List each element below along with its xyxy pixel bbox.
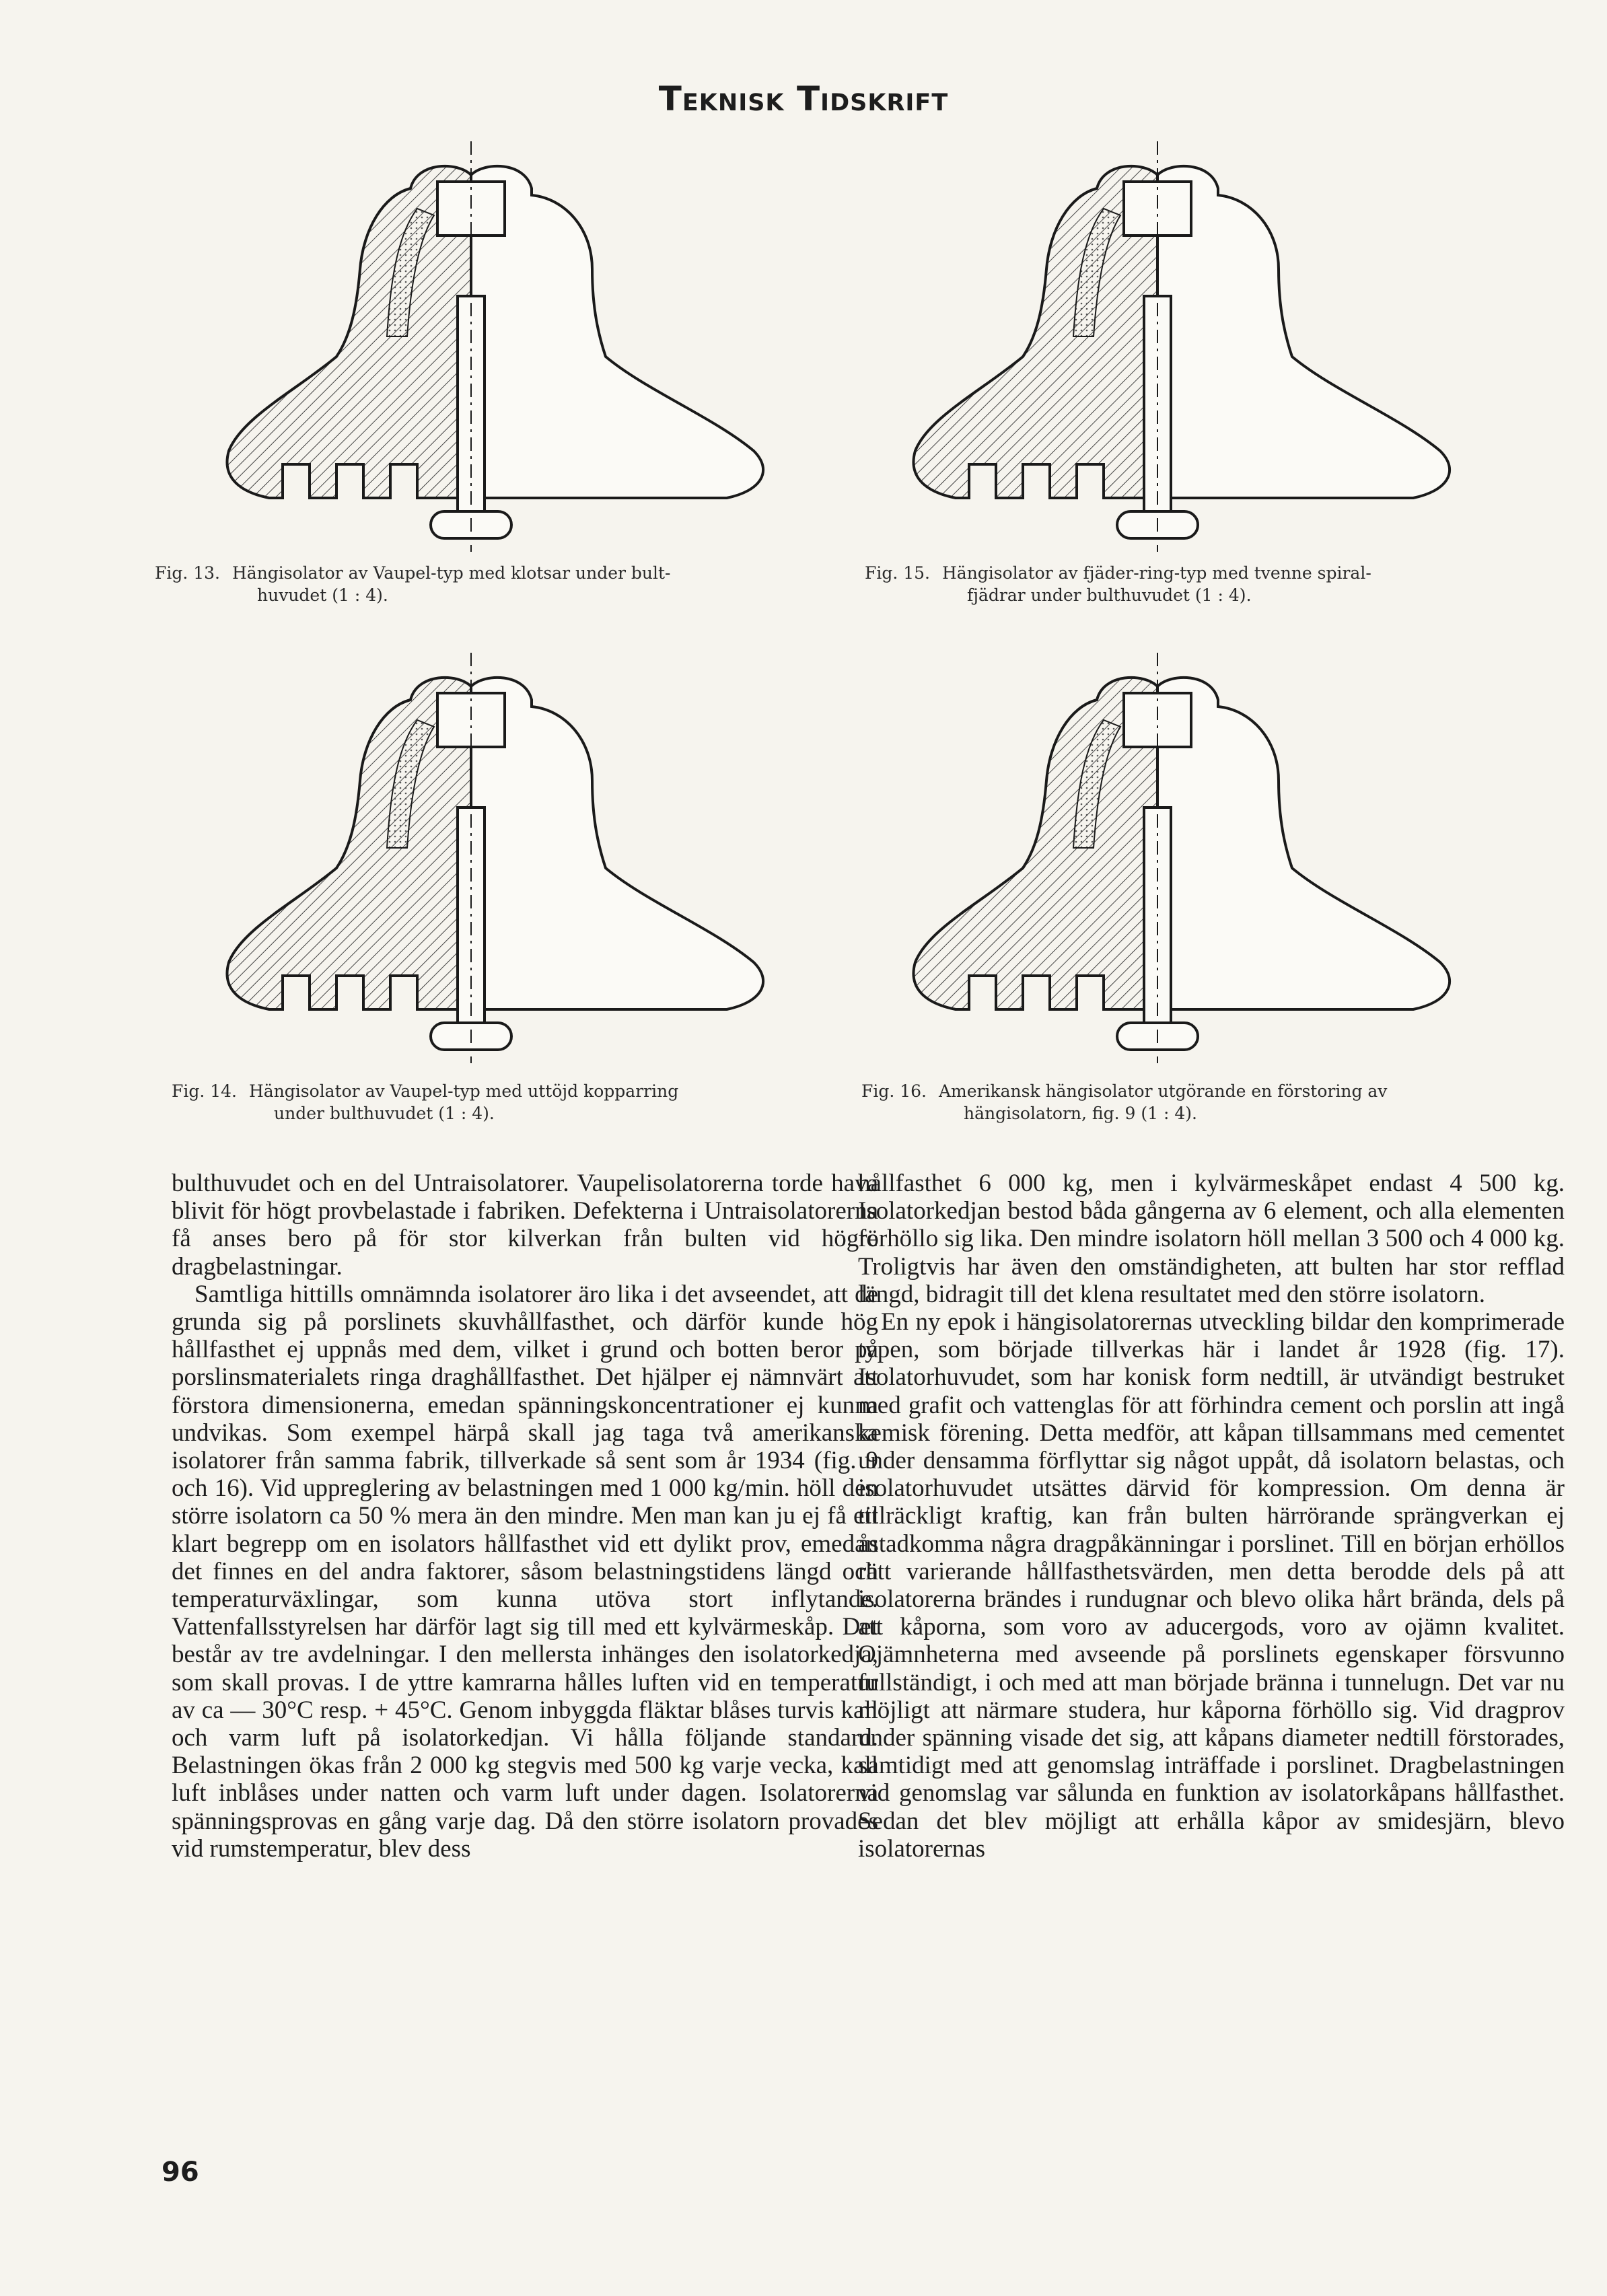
suspension-insulator-icon bbox=[888, 646, 1467, 1077]
left-column bbox=[172, 1170, 878, 1863]
paragraph: hållfasthet 6 000 kg, men i kylvärmeskåpet endast 4 500 kg. Isolatorkedjan bestod båda gångerna av 6 element, och alla elementen förhöllo sig lika. Den mindre isolatorn höll mellan 3 500 och 4 000 kg. Troligtvis har även den omständigheten, att bulten har stor refflad längd, bidragit till det klena resultatet med den större isolatorn. bbox=[858, 1170, 1565, 1308]
figure-14-caption bbox=[172, 1080, 845, 1124]
figure-13-drawing bbox=[202, 135, 781, 565]
suspension-insulator-icon bbox=[202, 135, 781, 565]
suspension-insulator-icon bbox=[202, 646, 781, 1077]
figure-14-drawing bbox=[202, 646, 781, 1077]
paragraph: Samtliga hittills omnämnda isolatorer äro lika i det avseendet, att de grunda sig på porslinets skuvhållfasthet, och därför kunde hög hållfasthet ej uppnås med dem, vilket i grund och botten beror på porslinsmaterialets ringa draghållfasthet. Det hjälper ej nämnvärt att förstora dimensionerna, emedan spänningskoncentrationer ej kunna undvikas. Som exempel härpå skall jag taga två amerikanska isolatorer från samma fabrik, tillverkade så sent som år 1934 (fig. 9 och 16). Vid uppreglering av belastningen med 1 000 kg/min. höll den större isolatorn ca 50 % mera än den mindre. Men man kan ju ej få ett klart begrepp om en isolators hållfasthet vid ett dylikt prov, emedan det finnes en del andra faktorer, såsom belastningstidens längd och temperaturväxlingar, som kunna utöva stort inflytande. Vattenfallsstyrelsen har därför lagt sig till med ett kylvärmeskåp. Det består av tre avdelningar. I den mellersta inhänges den isolatorkedja, som skall provas. I de yttre kamrarna hålles luften vid en temperatur av ca — 30°C resp. + 45°C. Genom inbyggda fläktar blåses turvis kall och varm luft på isolatorkedjan. Vi hålla följande standard. Belastningen ökas från 2 000 kg stegvis med 500 kg varje vecka, kall luft inblåses under natten och varm luft under dagen. Isolatorerna spänningsprovas en gång varje dag. Då den större isolatorn provades vid rumstemperatur, blev dess bbox=[172, 1280, 878, 1863]
figure-15-drawing bbox=[888, 135, 1467, 565]
paragraph: En ny epok i hängisolatorernas utveckling bildar den komprimerade typen, som började tillverkas här i landet år 1928 (fig. 17). Isolatorhuvudet, som har konisk form nedtill, är utvändigt bestruket med grafit och vattenglas för att förhindra cement och porslin att ingå kemisk förening. Detta medför, att kåpan tillsammans med cementet under densamma förflyttar sig något uppåt, då isolatorn belastas, och isolatorhuvudet utsättes därvid för kompression. Om denna är tillräckligt kraftig, kan från bulten härrörande sprängverkan ej åstadkomma några dragpåkänningar i porslinet. Till en början erhöllos rätt varierande hållfasthetsvärden, men detta berodde dels på att isolatorerna brändes i rundugnar och blevo olika hårt brända, dels på att kåporna, som voro av aducergods, voro av ojämn kvalitet. Ojämnheterna med avseende på porslinets egenskaper försvunno fullständigt, i och med att man började bränna i tunnelugn. Det var nu möjligt att närmare studera, hur kåporna förhöllo sig. Vid dragprov under spänning visade det sig, att kåpans diameter nedtill förstorades, samtidigt med att genomslag inträffade i porslinet. Dragbelastningen vid genomslag var sålunda en funktion av isolatorkåpans hållfasthet. Sedan det blev möjligt att erhålla kåpor av smidesjärn, blevo isolatorernas bbox=[858, 1308, 1565, 1863]
figure-13-caption bbox=[155, 562, 828, 606]
figure-number: Fig. 14. bbox=[172, 1081, 237, 1101]
figure-number: Fig. 13. bbox=[155, 563, 220, 583]
caption-text-line2: huvudet (1 : 4). bbox=[257, 585, 388, 605]
journal-header: Teknisk Tidskrift bbox=[658, 79, 949, 118]
figure-number: Fig. 15. bbox=[865, 563, 930, 583]
figure-number: Fig. 16. bbox=[861, 1081, 927, 1101]
figure-16-drawing bbox=[888, 646, 1467, 1077]
page-number: 96 bbox=[162, 2157, 199, 2188]
caption-text-line2: hängisolatorn, fig. 9 (1 : 4). bbox=[964, 1104, 1197, 1123]
suspension-insulator-icon bbox=[888, 135, 1467, 565]
caption-text: Amerikansk hängisolator utgörande en förstoring av bbox=[939, 1081, 1388, 1101]
paragraph: bulthuvudet och en del Untraisolatorer. Vaupelisolatorerna torde hava blivit för högt provbelastade i fabriken. Defekterna i Untraisolatorerna få anses bero på för stor kilverkan från bulten vid högre dragbelastningar. bbox=[172, 1170, 878, 1281]
caption-text: Hängisolator av Vaupel-typ med klotsar under bult- bbox=[232, 563, 671, 583]
caption-text: Hängisolator av Vaupel-typ med uttöjd kopparring bbox=[249, 1081, 679, 1101]
figure-16-caption bbox=[861, 1080, 1521, 1124]
caption-text: Hängisolator av fjäder-ring-typ med tvenne spiral- bbox=[942, 563, 1371, 583]
figure-15-caption bbox=[865, 562, 1511, 606]
caption-text-line2: fjädrar under bulthuvudet (1 : 4). bbox=[967, 585, 1252, 605]
right-column bbox=[858, 1170, 1565, 1863]
caption-text-line2: under bulthuvudet (1 : 4). bbox=[274, 1104, 495, 1123]
